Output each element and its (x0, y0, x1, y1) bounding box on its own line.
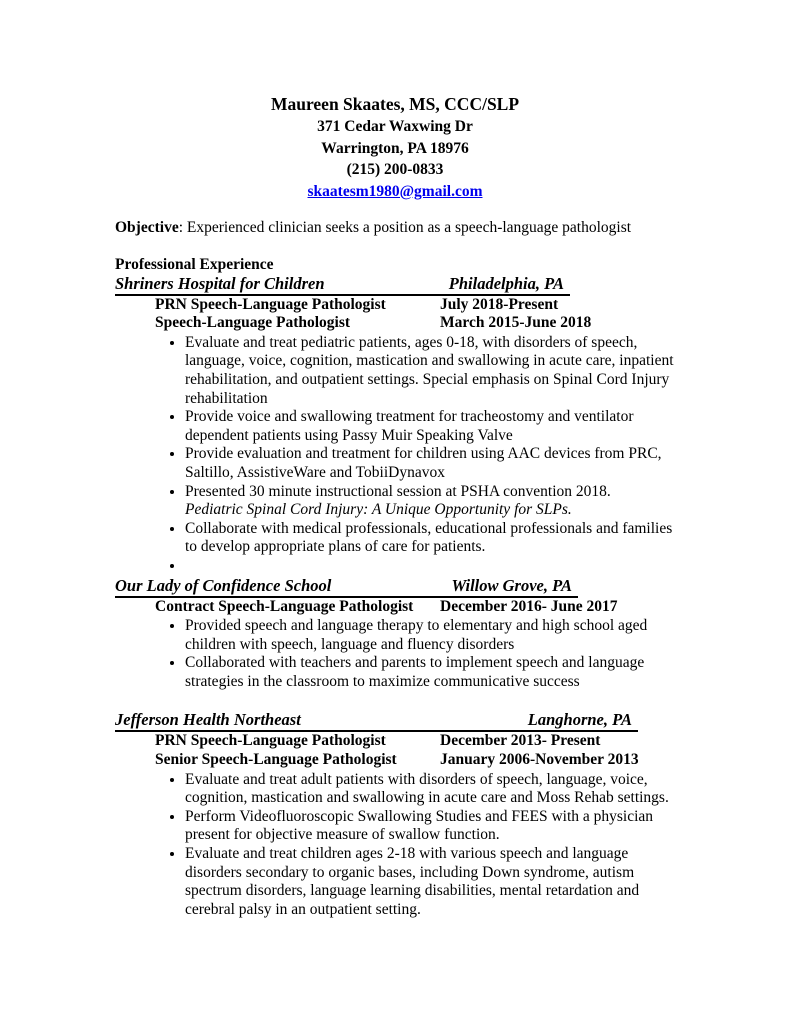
bullet-item (185, 483, 675, 520)
contact-header (115, 93, 675, 202)
company-name: Shriners Hospital for Children (115, 273, 325, 293)
role-row (155, 296, 675, 315)
company-location: Philadelphia, PA (448, 273, 564, 293)
company-name: Our Lady of Confidence School (115, 575, 332, 595)
email-link[interactable]: skaatesm1980@gmail.com (307, 182, 483, 200)
objective-label: Objective (115, 219, 179, 236)
role-title: PRN Speech-Language Pathologist (155, 295, 386, 313)
company-header (115, 576, 578, 598)
address-street: 371 Cedar Waxwing Dr (317, 118, 473, 135)
role-row (155, 732, 675, 751)
experience-section-our-lady (115, 576, 675, 692)
company-header (115, 274, 570, 296)
role-title: Senior Speech-Language Pathologist (155, 751, 397, 769)
role-dates: December 2013- Present (440, 732, 601, 750)
company-name: Jefferson Health Northeast (115, 710, 301, 730)
bullet-list (115, 334, 675, 576)
bullet-item: • Perform Videofluoroscopic Swallowing Studies and FEES with a physician present for objective measure of swallow function. (185, 808, 675, 845)
email-line (115, 181, 675, 203)
role-dates: March 2015-June 2018 (440, 314, 592, 332)
role-row (155, 314, 675, 333)
experience-section-jefferson (115, 710, 675, 919)
role-dates: January 2006-November 2013 (440, 751, 639, 769)
company-location: Langhorne, PA (527, 710, 632, 730)
phone-number: (215) 200-0833 (346, 161, 444, 178)
address-city: Warrington, PA 18976 (321, 139, 469, 157)
person-name: Maureen Skaates, MS, CCC/SLP (270, 94, 520, 114)
role-title: PRN Speech-Language Pathologist (155, 732, 386, 750)
bullet-item: • Provide voice and swallowing treatment for tracheostomy and ventilator dependent patients using Passy Muir Speaking Valve (185, 408, 675, 445)
bullet-item: • Provided speech and language therapy to elementary and high school aged children with speech, language and fluency disorders (185, 617, 675, 654)
role-dates: December 2016- June 2017 (440, 597, 618, 615)
role-title: Contract Speech-Language Pathologist (155, 597, 414, 615)
company-header (115, 710, 638, 732)
experience-section-shriners (115, 274, 675, 576)
bullet-list (115, 617, 675, 691)
bullet-item: • Evaluate and treat pediatric patients, ages 0-18, with disorders of speech, language, voice, cognition, mastication and swallowing in acute care, inpatient rehabilitation, and outpatient settings. Special emphasis on Spinal Cord Injury rehabilitation (185, 334, 675, 408)
bullet-item: • Evaluate and treat adult patients with disorders of speech, language, voice, cognition, mastication and swallowing in acute care and Moss Rehab settings. (185, 771, 675, 808)
bullet-item: • Collaborate with medical professionals, educational professionals and families to develop appropriate plans of care for patients. (185, 520, 675, 557)
bullet-text-italic: Pediatric Spinal Cord Injury: A Unique Opportunity for SLPs. (185, 501, 572, 519)
bullet-item: • Evaluate and treat children ages 2-18 with various speech and language disorders secondary to organic bases, including Down syndrome, autism spectrum disorders, language learning disabilities, mental retardation and cerebral palsy in an outpatient setting. (185, 845, 675, 919)
bullet-item-empty (185, 557, 675, 576)
bullet-text: Presented 30 minute instructional session at PSHA convention 2018. (185, 482, 611, 500)
bullet-item: • Provide evaluation and treatment for children using AAC devices from PRC, Saltillo, AssistiveWare and TobiiDynavox (185, 445, 675, 482)
role-dates: July 2018-Present (440, 295, 559, 313)
role-title: Speech-Language Pathologist (155, 314, 351, 332)
bullet-list (115, 771, 675, 920)
experience-heading: Professional Experience (115, 255, 274, 273)
bullet-item: • Collaborated with teachers and parents to implement speech and language strategies in the classroom to maximize communicative success (185, 654, 675, 691)
objective-line (115, 219, 675, 238)
role-row (155, 598, 675, 617)
role-row (155, 751, 675, 770)
objective-text: : Experienced clinician seeks a position as a speech-language pathologist (178, 219, 632, 236)
company-location: Willow Grove, PA (451, 575, 572, 595)
